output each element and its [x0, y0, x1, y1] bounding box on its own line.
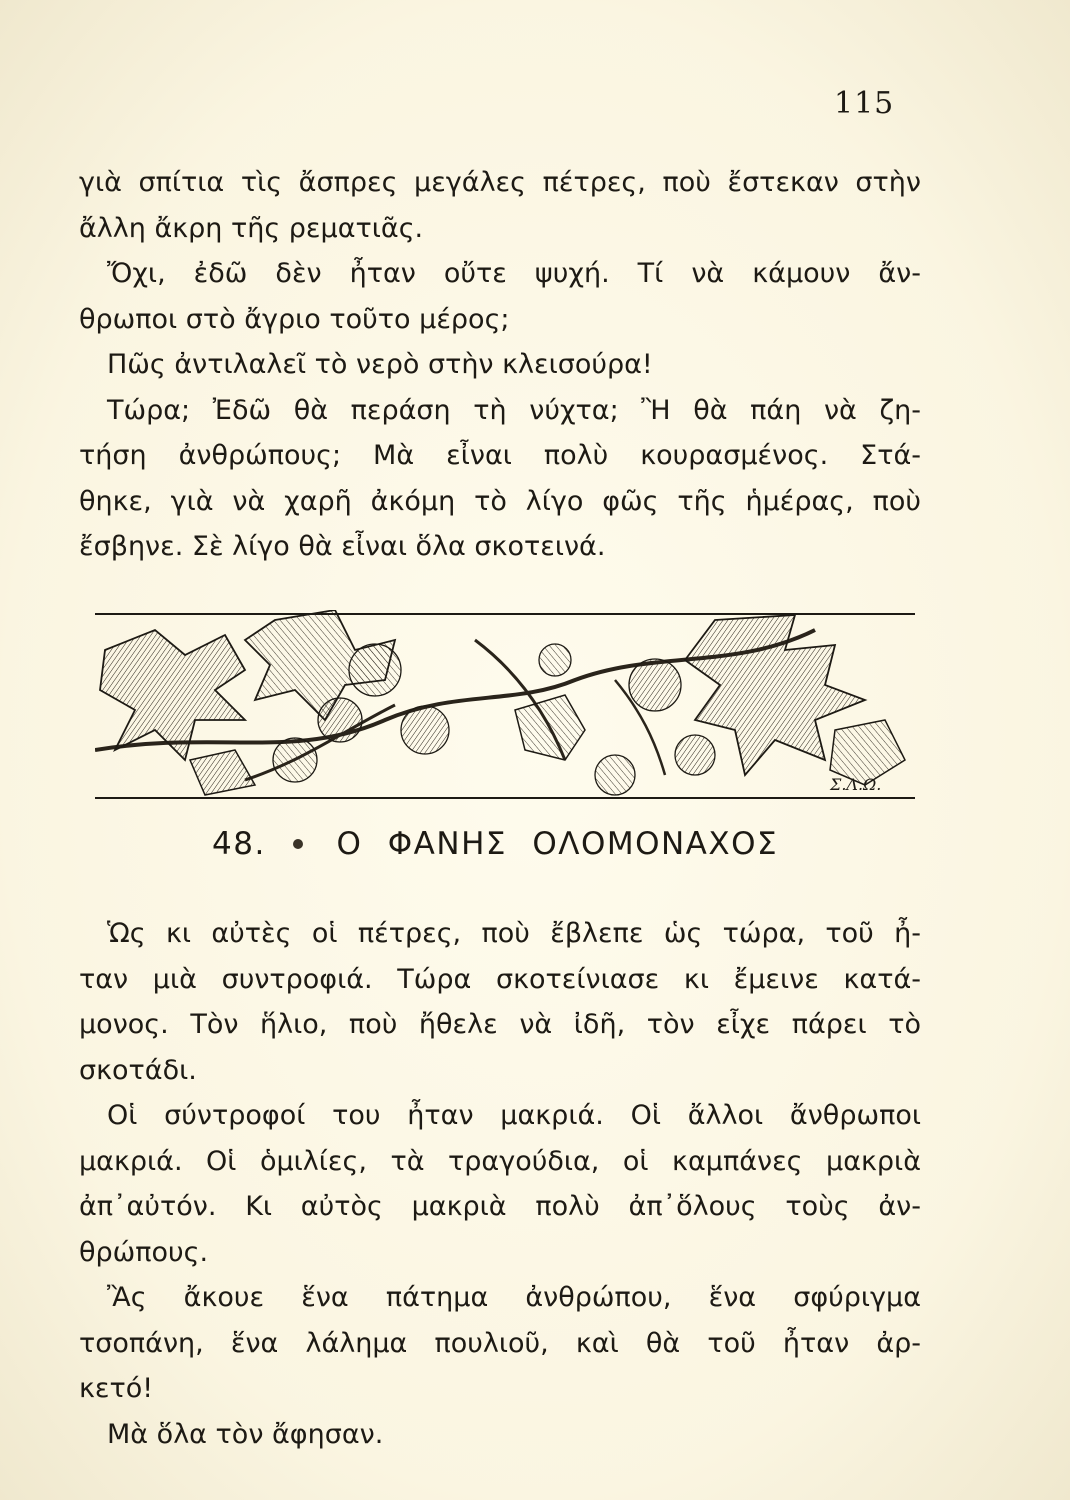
text-line: σκοτάδι. [79, 1054, 197, 1086]
text-line: Ὄχι, ἐδῶ δὲν ἦταν οὔτε ψυχή. Τί νὰ κάμουν ἄν- [107, 258, 921, 289]
seed-ball [318, 698, 362, 742]
bottom-paragraphs [79, 911, 921, 1457]
text-line: ἔσβηνε. Σὲ λίγο θὰ εἶναι ὅλα σκοτεινά. [79, 531, 606, 562]
seed-ball [401, 706, 449, 754]
seed-ball [273, 738, 317, 782]
text-line: Ἂς ἄκουε ἕνα πάτημα ἀνθρώπου, ἕνα σφύριγμα [107, 1282, 921, 1313]
text-line: τήση ἀνθρώπους; Μὰ εἶναι πολὺ κουρασμένος. Στά- [79, 440, 921, 471]
seed-ball [595, 755, 635, 795]
text-line: Οἱ σύντροφοί του ἦταν μακριά. Οἱ ἄλλοι ἄνθρωποι [107, 1100, 921, 1131]
text-line: τσοπάνη, ἕνα λάλημα πουλιοῦ, καὶ θὰ τοῦ ἦταν ἀρ- [79, 1327, 921, 1359]
text-line: ἄλλη ἄκρη τῆς ρεματιᾶς. [79, 212, 424, 244]
plane-tree-illustration [95, 610, 915, 802]
seed-ball [539, 644, 571, 676]
text-line: ταν μιὰ συντροφιά. Τώρα σκοτείνιασε κι ἔμεινε κατά- [79, 963, 921, 995]
text-line: κετό! [79, 1373, 154, 1404]
chapter-title-text: Ο ΦΑΝΗΣ ΟΛΟΜΟΝΑΧΟΣ [336, 826, 779, 862]
seed-ball [349, 644, 401, 696]
leaf [190, 750, 255, 795]
illustrator-signature: Σ.Λ.Ω. [830, 775, 882, 794]
text-line: Μὰ ὅλα τὸν ἄφησαν. [107, 1418, 384, 1450]
text-line: Τώρα; Ἐδῶ θὰ περάση τὴ νύχτα; Ἢ θὰ πάη νὰ ζη- [107, 394, 921, 426]
text-line: θρώπους. [79, 1236, 209, 1268]
text-line: ἀπ᾿αὐτόν. Κι αὐτὸς μακριὰ πολὺ ἀπ᾿ὅλους τοὺς ἀν- [79, 1191, 921, 1222]
page-number: 115 [834, 86, 895, 121]
chapter-number: 48. [212, 826, 266, 862]
seed-ball [675, 735, 715, 775]
text-line: Ὡς κι αὐτὲς οἱ πέτρες, ποὺ ἔβλεπε ὡς τώρα, τοῦ ἦ- [107, 918, 921, 949]
text-line: μακριά. Οἱ ὁμιλίες, τὰ τραγούδια, οἱ καμπάνες μακριὰ [79, 1145, 921, 1177]
bullet-ornament [293, 839, 303, 849]
leaf [515, 695, 585, 760]
chapter-heading [212, 826, 778, 862]
text-line: μονος. Τὸν ἥλιο, ποὺ ἤθελε νὰ ἰδῆ, τὸν εἶχε πάρει τὸ [79, 1009, 921, 1040]
text-line: θρωποι στὸ ἄγριο τοῦτο μέρος; [79, 303, 510, 335]
top-paragraphs [79, 160, 921, 570]
text-line: γιὰ σπίτια τὶς ἄσπρες μεγάλες πέτρες, ποὺ ἔστεκαν στὴν [79, 167, 921, 198]
text-line: Πῶς ἀντιλαλεῖ τὸ νερὸ στὴν κλεισούρα! [107, 349, 653, 380]
seed-ball [629, 659, 681, 711]
text-line: θηκε, γιὰ νὰ χαρῆ ἀκόμη τὸ λίγο φῶς τῆς ἡμέρας, ποὺ [79, 485, 921, 517]
